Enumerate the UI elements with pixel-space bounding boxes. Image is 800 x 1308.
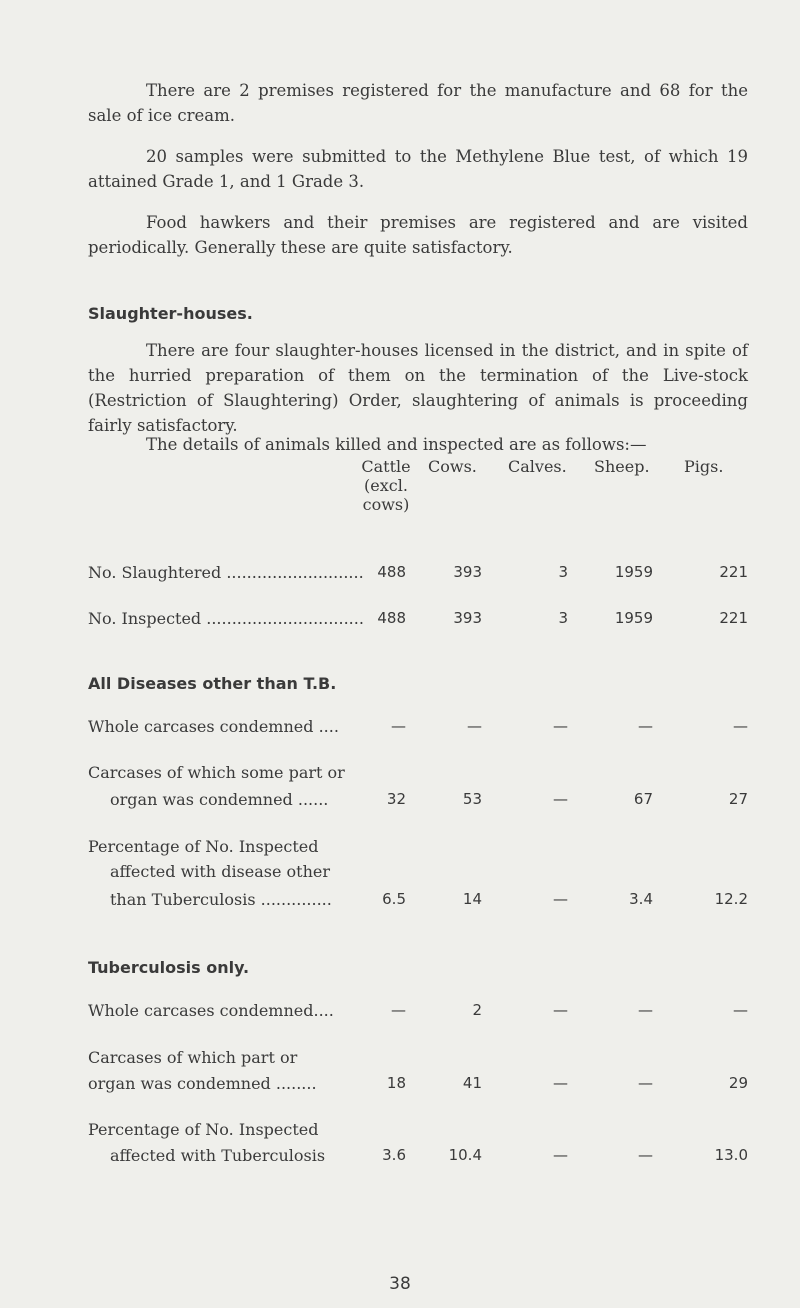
methylene-paragraph: 20 samples were submitted to the Methylene Blue test, of which 19 attained Grade 1, and 1 Grade 3.	[88, 147, 748, 191]
table-row-label: Percentage of No. Inspected	[88, 1120, 319, 1139]
header-calves: Calves.	[508, 457, 567, 476]
table-row: affected with Tuberculosis 3.6 10.4 — — 13.0	[110, 1146, 748, 1165]
header-cattle: Cattle (excl. cows)	[361, 457, 411, 514]
ice-cream-paragraph: There are 2 premises registered for the manufacture and 68 for the sale of ice cream.	[88, 81, 748, 125]
hawkers-paragraph: Food hawkers and their premises are registered and are visited periodically. Generally these are quite satisfactory.	[88, 213, 748, 257]
header-cows: Cows.	[428, 457, 477, 476]
table-row: organ was condemned ........ 18 41 — — 29	[88, 1074, 748, 1093]
table-row: Whole carcases condemned .... — — — — —	[88, 717, 748, 736]
page-number: 38	[389, 1274, 411, 1294]
table-row-label: Carcases of which some part or	[88, 763, 345, 782]
tb-heading: Tuberculosis only.	[88, 958, 250, 977]
slaughter-intro-paragraph: There are four slaughter-houses licensed in the district, and in spite of the hurried preparation of them on the termination of the Live-stock (Restriction of Slaughtering) Order, slaughtering of animals is proceeding fairly satisfactory.	[88, 341, 748, 435]
table-row: No. Slaughtered ........................... 488 393 3 1959 221	[88, 563, 748, 582]
table-row: organ was condemned ...... 32 53 — 67 27	[110, 790, 748, 809]
table-row-label: Carcases of which part or	[88, 1048, 298, 1067]
table-row: than Tuberculosis .............. 6.5 14 — 3.4 12.2	[110, 890, 748, 909]
header-pigs: Pigs.	[684, 457, 724, 476]
table-row-label: affected with disease other	[110, 862, 331, 881]
table-row: No. Inspected ............................... 488 393 3 1959 221	[88, 609, 748, 628]
details-paragraph: The details of animals killed and inspected are as follows:—	[146, 435, 647, 454]
table-row: Whole carcases condemned.... — 2 — — —	[88, 1001, 748, 1020]
diseases-heading: All Diseases other than T.B.	[88, 674, 337, 693]
header-sheep: Sheep.	[594, 457, 650, 476]
slaughter-heading: Slaughter-houses.	[88, 304, 253, 323]
table-row-label: Percentage of No. Inspected	[88, 837, 319, 856]
